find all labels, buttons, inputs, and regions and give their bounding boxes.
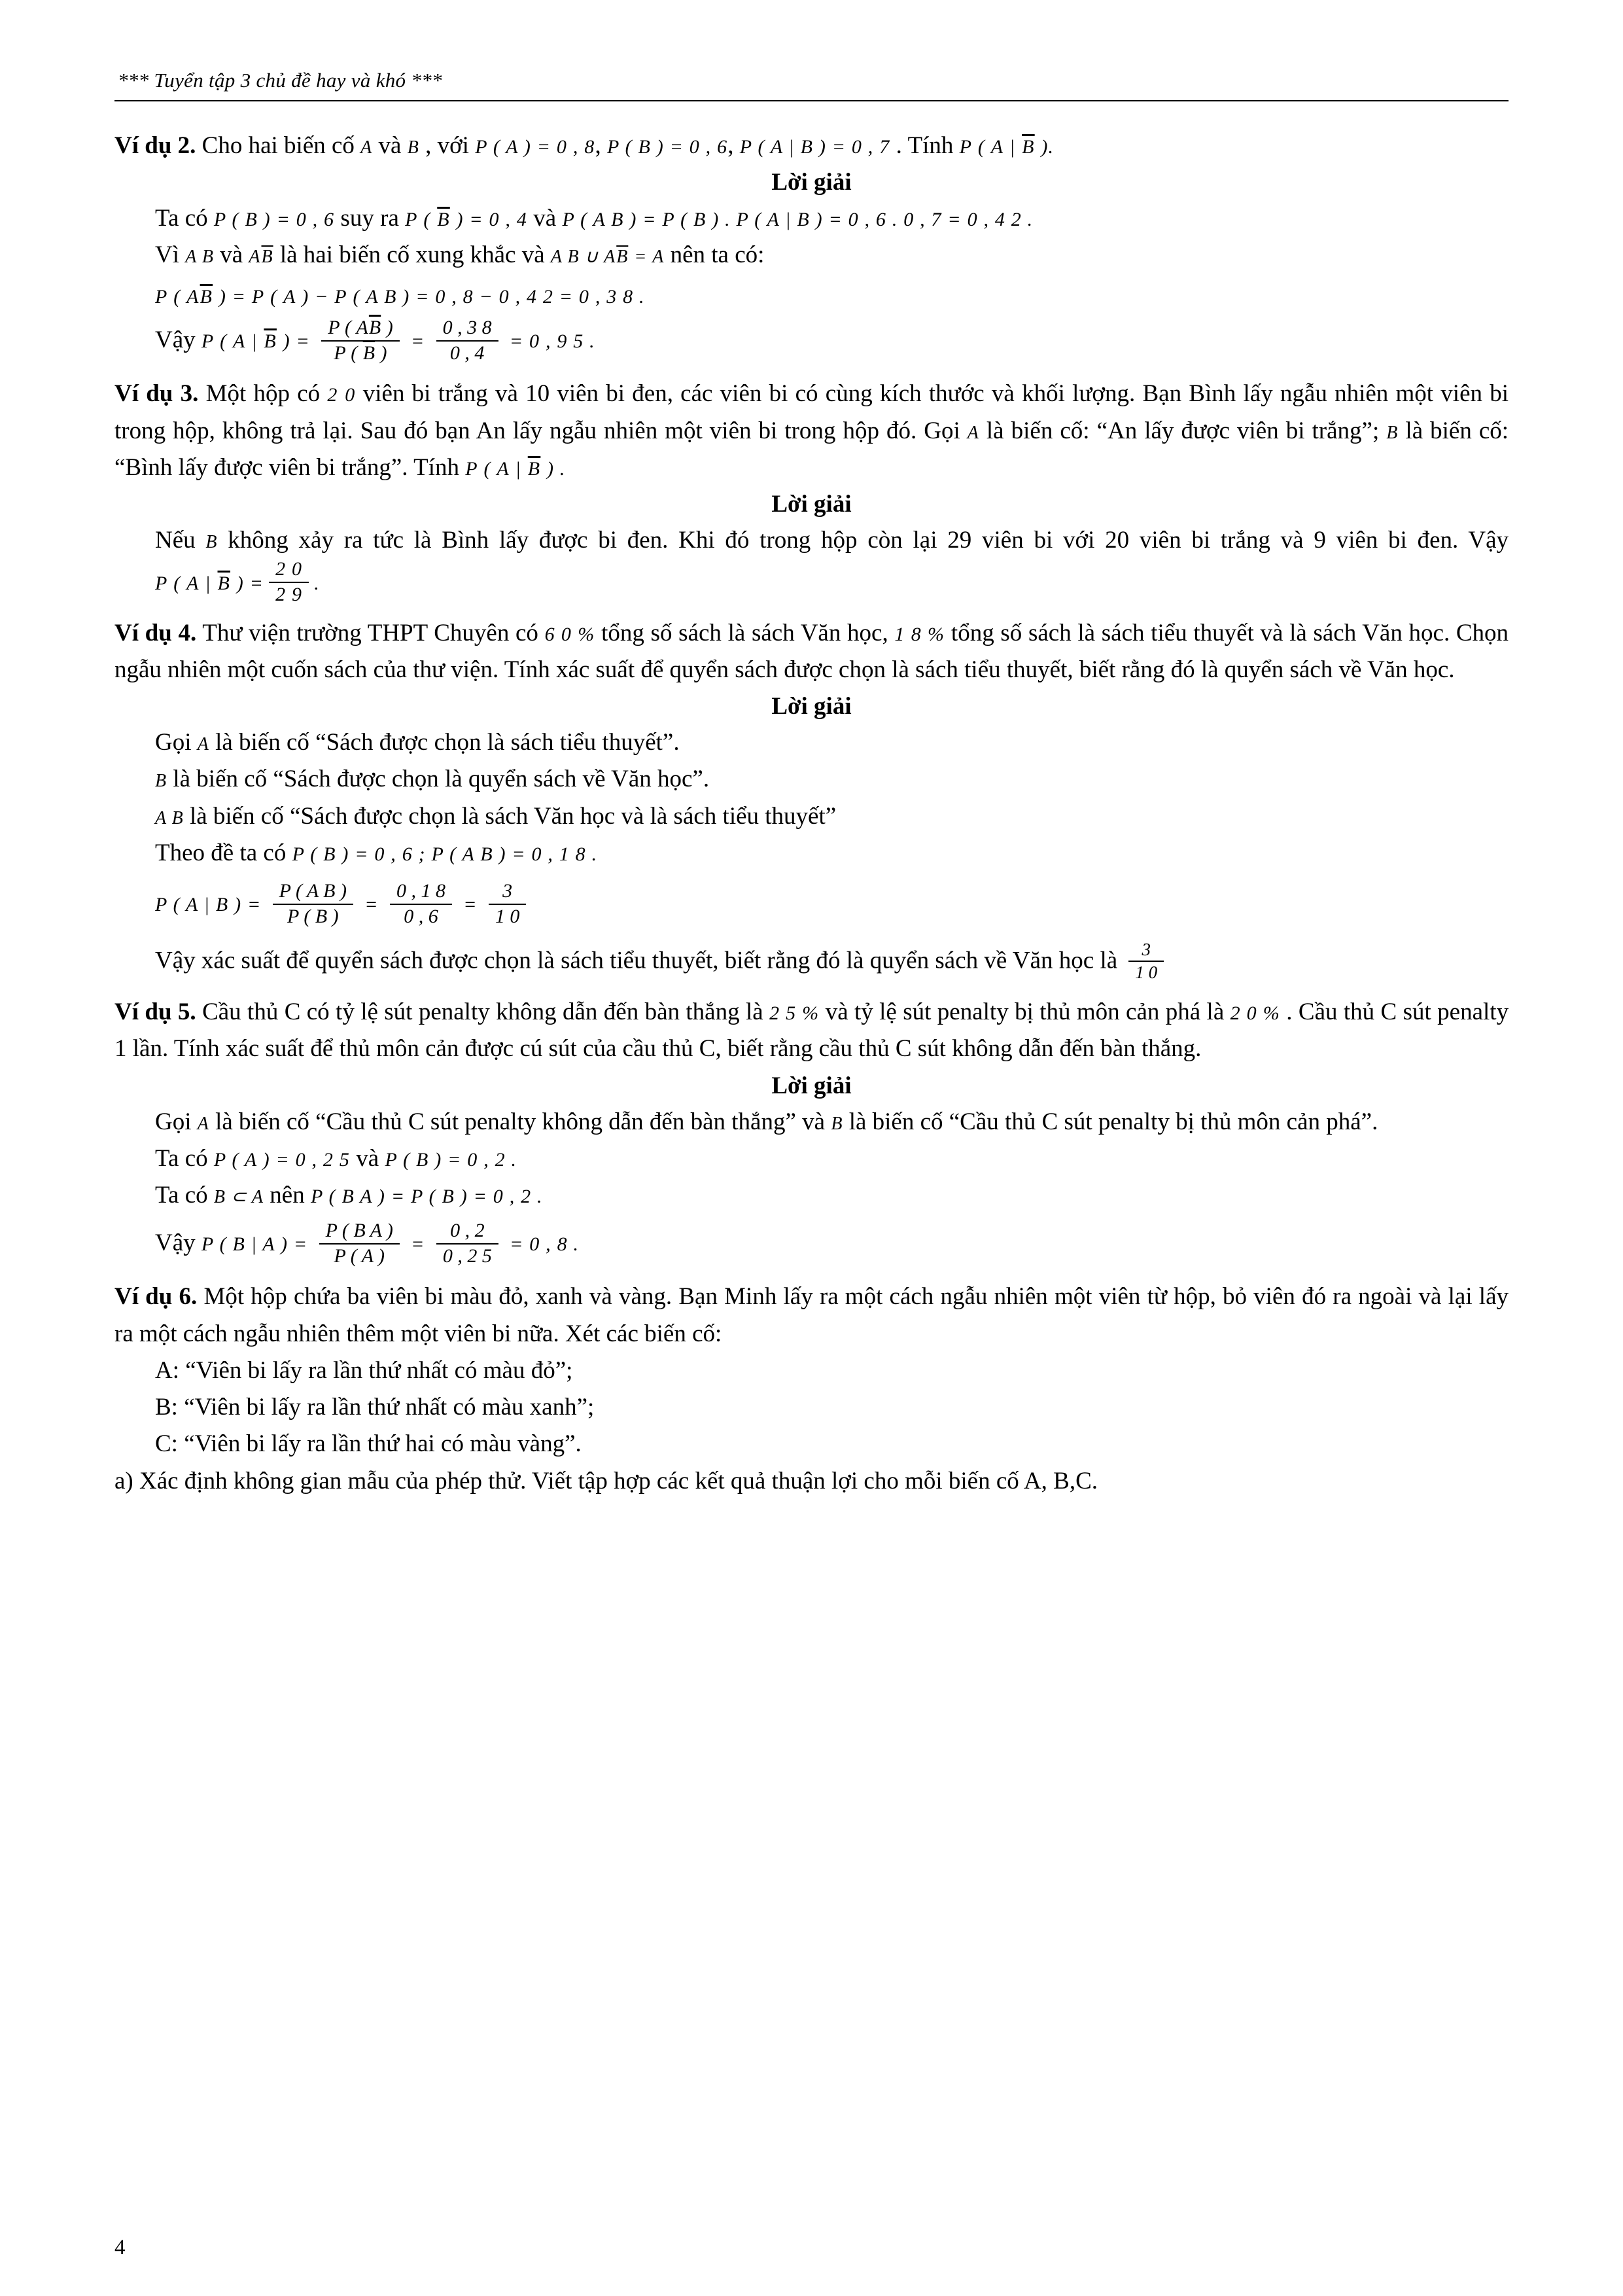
example-4-equation: [114, 881, 1509, 930]
example-6-statement: [114, 1279, 1509, 1352]
sol2-frac1-num: P ( $A\overline{B}$ ): [328, 317, 393, 339]
sol5-l1-end: là biến cố “Cầu thủ C sút penalty bị thủ môn cản phá”.: [848, 1108, 1378, 1135]
example-2-text-2: , với: [425, 132, 469, 159]
example-3-text-3: là biến cố: “An lấy được viên bi trắng”;: [986, 417, 1380, 444]
sol4-frac2-den: 0 , 6: [390, 904, 452, 929]
sol4-frac3-num: 3: [502, 880, 513, 902]
sol5-l2-a: P ( A ) = 0 , 2 5: [213, 1148, 351, 1171]
sol2-frac2-num: 0 , 3 8: [442, 317, 492, 339]
example-2-sol-line-4: [114, 317, 1509, 366]
example-4-sol-line-1: [114, 724, 1509, 761]
example-3-text-1: Một hộp có: [205, 380, 321, 408]
example-5-text-3: . Cầu thủ C sút penalty 1 lần. Tính xác suất để thủ môn cản được cú sút của cầu thủ C, biết rằng cầu thủ C sút không dẫn đến bàn thắng.: [114, 998, 1509, 1063]
sol4-eq-lhs: P ( A | B ) =: [155, 894, 262, 916]
sol3-frac: [269, 557, 309, 607]
sol4-concl-frac-num: 3: [1142, 940, 1151, 960]
example-2-sol-line-1: [114, 200, 1509, 237]
example-2-text-1: Cho hai biến cố: [201, 132, 355, 159]
sol3-period: .: [314, 573, 320, 595]
example-6-title: Ví dụ 6.: [114, 1283, 198, 1311]
example-5-sol-line-1: [114, 1104, 1509, 1140]
example-3-sol: [114, 522, 1509, 608]
sol2-frac-2: [436, 316, 498, 365]
sol4-concl-text: Vậy xác suất để quyển sách được chọn là sách tiểu thuyết, biết rằng đó là quyển sách về Văn học là: [155, 947, 1118, 974]
sol2-eq-sign: =: [410, 330, 425, 353]
sol3-frac-den: 2 9: [269, 582, 309, 607]
example-4-sol-line-3: [114, 798, 1509, 835]
example-3-ask: P ( A | $\overline{B}$ ) .: [465, 457, 566, 480]
example-5-pct-25: 2 5 %: [769, 1002, 820, 1025]
sol5-l1-var-a: A: [197, 1113, 209, 1134]
sol5-l1-var-b: B: [831, 1113, 843, 1134]
sol3-text: không xảy ra tức là Bình lấy được bi đen. Khi đó trong hộp còn lại 29 viên bi với 20 viên bi trắng và 9 viên bi đen. Vậy: [228, 527, 1509, 554]
example-2-var-a: A: [360, 137, 373, 158]
example-2-conj: và: [378, 132, 402, 159]
sol5-l1-mid: là biến cố “Cầu thủ C sút penalty không dẫn đến bàn thắng” và: [215, 1108, 826, 1135]
example-2-ask: P ( A | $\overline{B}$ ).: [959, 136, 1055, 158]
example-2-eq-pab: P ( A | B ) = 0 , 7: [739, 136, 890, 158]
sol2-l1-b: P ( $\overline{B}$ ) = 0 , 4: [405, 209, 528, 231]
example-3-solution-label: Lời giải: [771, 491, 852, 518]
sol4-l2-var: B: [155, 771, 167, 792]
example-3-var-a: A: [967, 422, 979, 443]
example-3: [114, 376, 1509, 608]
sol4-frac-3: [489, 879, 527, 928]
example-4-pct-60: 6 0 %: [544, 623, 595, 645]
example-3-statement: [114, 376, 1509, 486]
example-5-pct-20: 2 0 %: [1230, 1002, 1280, 1025]
example-6: [114, 1279, 1509, 1499]
sol4-l4-eq: P ( B ) = 0 , 6 ; P ( A B ) = 0 , 1 8 .: [292, 843, 598, 865]
sol5-frac2-den: 0 , 2 5: [436, 1243, 498, 1269]
example-2: [114, 128, 1509, 366]
sol4-concl-frac-den: 1 0: [1128, 961, 1164, 983]
example-5-statement: [114, 994, 1509, 1067]
sol5-l2-mid: và: [356, 1144, 379, 1172]
sol2-frac-1: [321, 316, 399, 365]
example-4-solution-label: Lời giải: [771, 693, 852, 720]
sol5-result: = 0 , 8 .: [510, 1233, 580, 1256]
sol2-frac2-den: 0 , 4: [436, 340, 498, 366]
example-2-sol-line-3: [114, 274, 1509, 318]
example-5-title: Ví dụ 5.: [114, 998, 196, 1026]
example-4-pct-18: 1 8 %: [894, 623, 945, 645]
example-6-event-a: A: “Viên bi lấy ra lần thứ nhất có màu đỏ”;: [155, 1356, 573, 1384]
running-header: *** Tuyển tập 3 chủ đề hay và khó ***: [118, 69, 442, 92]
sol4-l1-text: là biến cố “Sách được chọn là sách tiểu thuyết”.: [215, 729, 680, 756]
sol2-result: = 0 , 9 5 .: [509, 330, 595, 353]
sol3-eq: [155, 559, 320, 608]
sol2-l2-mid: và: [220, 241, 243, 269]
sol5-eq-sign: =: [411, 1233, 425, 1256]
example-4-statement: [114, 615, 1509, 688]
sol5-l4-pre: Vậy: [155, 1229, 196, 1257]
sol5-l4-lhs: P ( B | A ) =: [201, 1233, 308, 1256]
example-4-text-3: tổng số sách là sách tiểu thuyết và là sách Văn học. Chọn ngẫu nhiên một cuốn sách của thư viện. Tính xác suất để quyển sách được chọn là sách tiểu thuyết, biết rằng đó là quyển sách về Văn học.: [114, 619, 1509, 683]
sol5-frac1-num: P ( B A ): [325, 1220, 393, 1242]
sol4-l3-text: là biến cố “Sách được chọn là sách Văn học và là sách tiểu thuyết”: [189, 802, 837, 830]
sol2-l2-end: nên ta có:: [670, 241, 765, 269]
sol4-eq-sign-1: =: [364, 894, 379, 916]
sol2-l4-lhs: P ( A | $\overline{B}$ ) =: [201, 330, 310, 353]
example-3-title: Ví dụ 3.: [114, 380, 199, 408]
sol2-l1-pre: Ta có: [155, 205, 208, 232]
example-4-conclusion: [114, 940, 1509, 985]
sol3-frac-num: 2 0: [275, 558, 303, 580]
example-5-sol-line-3: [114, 1177, 1509, 1214]
example-2-eq-pa: P ( A ) = 0 , 8: [475, 136, 595, 158]
example-2-solution-label: Lời giải: [771, 169, 852, 196]
sol5-l3-pre: Ta có: [155, 1182, 208, 1209]
example-5-text-1: Cầu thủ C có tỷ lệ sút penalty không dẫn đến bàn thắng là: [202, 998, 763, 1026]
sol2-l3-eq: P ( $A\overline{B}$ ) = P ( A ) − P ( A B ) = 0 , 8 − 0 , 4 2 = 0 , 3 8 .: [155, 285, 645, 308]
sol5-frac2-num: 0 , 2: [450, 1220, 485, 1242]
sol3-var-b: B: [205, 532, 218, 553]
sol4-frac1-num: P ( A B ): [279, 880, 347, 902]
sol3-pre: Nếu: [155, 527, 196, 554]
sol4-l2-text: là biến cố “Sách được chọn là quyển sách về Văn học”.: [173, 766, 710, 793]
sol4-l1-var: A: [197, 734, 209, 755]
sol2-l4-pre: Vậy: [155, 327, 196, 354]
sol4-l1-pre: Gọi: [155, 729, 192, 756]
example-4: [114, 615, 1509, 985]
sol4-concl-frac: [1128, 939, 1164, 983]
sol5-l2-pre: Ta có: [155, 1144, 208, 1172]
sol5-l2-b: P ( B ) = 0 , 2 .: [385, 1148, 517, 1171]
example-4-text-1: Thư viện trường THPT Chuyên có: [202, 619, 538, 646]
sol5-frac-1: [319, 1219, 400, 1268]
sol2-l2-c: A B ∪ $A\overline{B} = A$: [550, 247, 665, 268]
example-2-sol-line-2: [114, 237, 1509, 274]
example-3-num-20: 2 0: [327, 384, 356, 406]
example-3-text-2: viên bi trắng và 10 viên bi đen, các viên bi có cùng kích thước và khối lượng. Bạn Bình lấy ngẫu nhiên một viên bi trong hộp, không trả lại. Sau đó bạn An lấy ngẫu nhiên một viên bi trong hộp đó. Gọi: [114, 380, 1509, 444]
header-divider: [114, 100, 1509, 101]
sol2-l2-mid2: là hai biến cố xung khắc và: [279, 241, 545, 269]
example-3-text-4: là biến cố: “Bình lấy được viên bi trắng”. Tính: [114, 417, 1509, 481]
example-4-sol-line-4: [114, 835, 1509, 872]
sol4-frac3-den: 1 0: [489, 904, 527, 929]
sol5-l3-mid: nên: [270, 1182, 305, 1209]
sol5-frac-2: [436, 1219, 498, 1268]
sol5-frac1-den: P ( A ): [319, 1243, 400, 1269]
sol4-frac-1: [273, 879, 353, 928]
example-5: [114, 994, 1509, 1269]
sol5-l1-pre: Gọi: [155, 1108, 192, 1135]
sol2-l1-mid: suy ra: [340, 205, 399, 232]
example-5-text-2: và tỷ lệ sút penalty bị thủ môn cản phá là: [825, 998, 1225, 1026]
example-5-sol-line-2: [114, 1140, 1509, 1177]
sol4-l3-var: A B: [155, 807, 184, 828]
sol2-l1-a: P ( B ) = 0 , 6: [213, 209, 335, 231]
page-number: 4: [114, 2236, 126, 2259]
example-2-title: Ví dụ 2.: [114, 132, 196, 159]
sol2-frac1-den: P ( $\overline{B}$ ): [321, 340, 399, 366]
example-6-text-1: Một hộp chứa ba viên bi màu đỏ, xanh và vàng. Bạn Minh lấy ra một cách ngẫu nhiên một viên từ hộp, bỏ viên đó ra ngoài và lại lấy ra một cách ngẫu nhiên thêm một viên bi nữa. Xét các biến cố:: [114, 1283, 1509, 1347]
example-3-var-b: B: [1386, 422, 1399, 443]
sol2-l1-c: P ( A B ) = P ( B ) . P ( A | B ) = 0 , 6 . 0 , 7 = 0 , 4 2 .: [562, 209, 1034, 231]
example-2-text-3: . Tính: [896, 132, 954, 159]
example-4-sol-line-2: [114, 761, 1509, 798]
sol4-frac-2: [390, 879, 452, 928]
example-6-question-a: a) Xác định không gian mẫu của phép thử. Viết tập hợp các kết quả thuận lợi cho mỗi biến cố A, B,C.: [114, 1467, 1098, 1494]
example-6-event-b: B: “Viên bi lấy ra lần thứ nhất có màu xanh”;: [155, 1394, 595, 1421]
sol4-l4-pre: Theo đề ta có: [155, 839, 287, 866]
example-2-var-b: B: [407, 137, 419, 158]
example-6-event-c: C: “Viên bi lấy ra lần thứ hai có màu vàng”.: [155, 1430, 582, 1458]
sol2-l2-a: A B: [185, 247, 214, 268]
example-4-title: Ví dụ 4.: [114, 619, 197, 646]
example-2-statement: Ví dụ 2. Cho hai biến cố A và B , với P ( A ) = 0 , 8, P ( B ) = 0 , 6, P ( A | B ) = 0 , 7 . Tính P ( A | $\overline{B}$ ).: [114, 132, 1055, 159]
example-5-sol-line-4: [114, 1220, 1509, 1269]
sol2-l2-b: $A\overline{B}$: [249, 247, 273, 268]
example-2-eq-pb: P ( B ) = 0 , 6: [606, 136, 728, 158]
sol2-l1-mid2: và: [533, 205, 557, 232]
sol5-l3-a: B ⊂ A: [213, 1187, 264, 1208]
sol5-l3-b: P ( B A ) = P ( B ) = 0 , 2 .: [310, 1186, 543, 1208]
example-4-text-2: tổng số sách là sách Văn học,: [601, 619, 888, 646]
sol4-eq-sign-2: =: [463, 894, 478, 916]
sol4-frac2-num: 0 , 1 8: [396, 880, 445, 902]
sol2-l2-pre: Vì: [155, 241, 179, 269]
sol4-frac1-den: P ( B ): [273, 904, 353, 929]
sol3-eq-lhs: P ( A | $\overline{B}$ ) =: [155, 573, 264, 595]
example-5-solution-label: Lời giải: [771, 1072, 852, 1099]
